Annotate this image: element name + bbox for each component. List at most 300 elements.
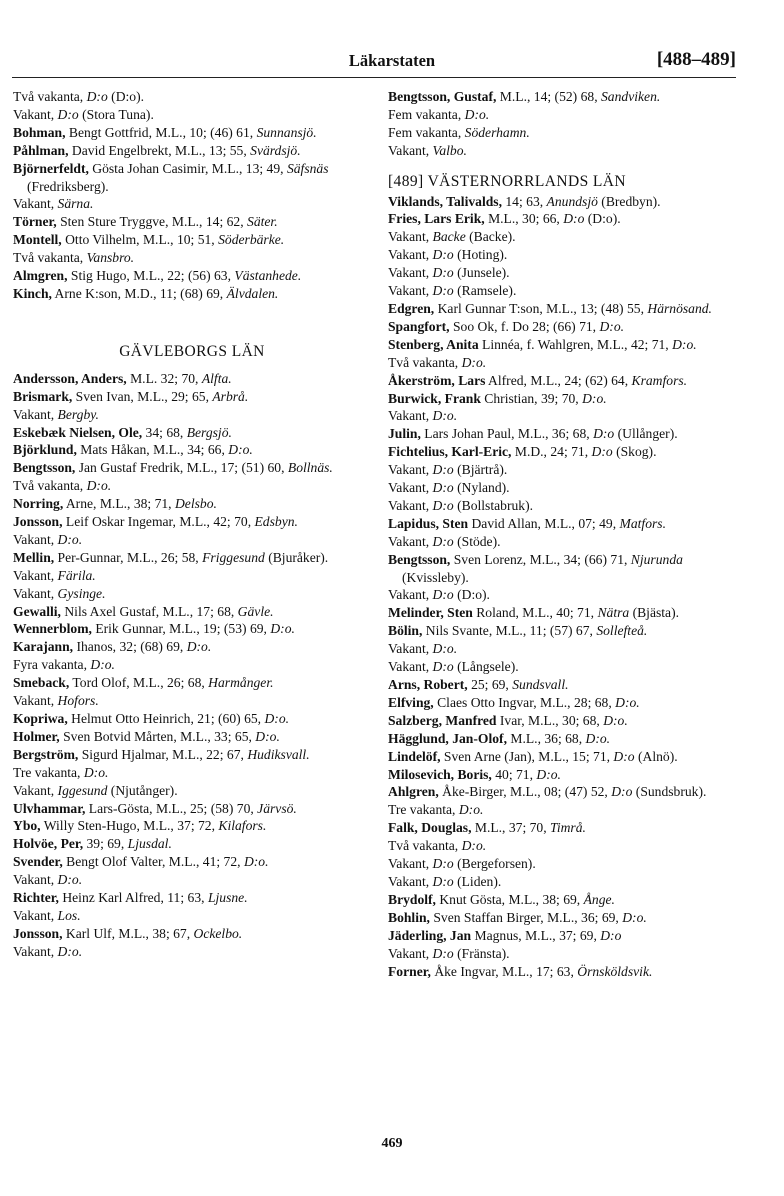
- entry-details: M.L., 36; 68,: [506, 730, 586, 746]
- directory-entry: [13, 800, 371, 818]
- entry-name: Björklund,: [13, 442, 77, 458]
- entry-details: Arne K:son, M.D., 11; (68) 69,: [51, 285, 227, 301]
- entry-suffix: (Bergeforsen).: [453, 856, 536, 872]
- entry-details: 39; 69,: [83, 836, 128, 852]
- entry-name: Julin,: [388, 426, 421, 442]
- entry-details: Bengt Olof Valter, M.L., 41; 72,: [62, 854, 244, 870]
- entry-name: Almgren,: [13, 268, 68, 284]
- entry-location: D:o.: [264, 711, 290, 726]
- entry-suffix: (D:o).: [107, 89, 145, 104]
- entry-details: Vakant,: [388, 462, 433, 478]
- directory-entry: [388, 228, 738, 246]
- entry-details: Sten Sture Tryggve, M.L., 14; 62,: [56, 214, 248, 230]
- entry-name: Lindelöf,: [388, 748, 441, 764]
- entry-details: Vakant,: [388, 533, 433, 549]
- entry-details: Vakant,: [13, 567, 58, 583]
- entry-details: Stig Hugo, M.L., 22; (56) 63,: [67, 268, 235, 284]
- directory-entry: [388, 551, 738, 587]
- entry-location: Bergsjö.: [186, 424, 232, 440]
- entry-name: Wennerblom,: [13, 621, 92, 637]
- entry-details: M.L., 30; 66,: [484, 211, 564, 227]
- entry-location: Färila.: [57, 567, 96, 583]
- entry-suffix: (Stöde).: [453, 533, 501, 549]
- entry-name: Elfving,: [388, 694, 434, 710]
- directory-entry: [388, 873, 738, 891]
- entry-details: Vakant,: [388, 408, 433, 424]
- entry-details: Vakant,: [388, 283, 433, 299]
- entry-name: Melinder, Sten: [388, 605, 473, 621]
- entry-details: Per-Gunnar, M.L., 26; 58,: [54, 549, 203, 565]
- entry-name: Norring,: [13, 496, 64, 512]
- entry-details: Vakant,: [388, 945, 433, 961]
- entry-location: D:o: [432, 856, 454, 872]
- entry-location: D:o.: [622, 909, 647, 925]
- entry-details: 25; 69,: [467, 677, 513, 692]
- directory-entry: [388, 461, 738, 479]
- directory-entry: [13, 531, 371, 549]
- entry-name: Åkerström, Lars: [388, 372, 486, 388]
- entry-location: Vansbro.: [86, 250, 135, 266]
- entry-location: D:o: [432, 587, 454, 603]
- entry-name: Holmer,: [13, 728, 60, 744]
- entry-details: Vakant,: [388, 641, 433, 657]
- directory-entry: [13, 907, 371, 925]
- entry-suffix: (Fredriksberg).: [27, 178, 109, 194]
- directory-entry: [13, 656, 371, 674]
- entry-name: Viklands, Talivalds,: [388, 193, 502, 209]
- directory-entry: [388, 142, 738, 160]
- entry-location: D:o.: [90, 657, 115, 673]
- entry-location: Gävle.: [237, 603, 274, 619]
- entry-name: Gewalli,: [13, 603, 61, 619]
- entry-suffix: (Stora Tuna).: [78, 106, 154, 122]
- directory-entry: [388, 909, 738, 927]
- entry-details: Vakant,: [388, 142, 433, 158]
- entry-location: Los.: [57, 907, 81, 923]
- entry-suffix: (Bjärtrå).: [453, 462, 508, 478]
- directory-entry: [388, 658, 738, 676]
- page-number: 469: [381, 1136, 403, 1151]
- entry-list: [13, 88, 371, 303]
- entry-details: Gösta Johan Casimir, M.L., 13; 49,: [88, 160, 287, 176]
- directory-entry: [13, 160, 371, 196]
- entry-name: Bohlin,: [388, 909, 430, 925]
- entry-details: Lars Johan Paul, M.L., 36; 68,: [420, 426, 594, 442]
- entry-location: Söderbärke.: [218, 232, 285, 248]
- entry-name: Stenberg, Anita: [388, 336, 479, 352]
- entry-details: Vakant,: [13, 196, 58, 212]
- entry-suffix: (Ullånger).: [614, 426, 678, 442]
- directory-entry: [388, 425, 738, 443]
- entry-details: Lars-Gösta, M.L., 25; (58) 70,: [85, 800, 258, 816]
- directory-entry: [13, 213, 371, 231]
- entry-name: Ahlgren,: [388, 784, 439, 800]
- entry-details: Ihanos, 32; (68) 69,: [73, 639, 187, 655]
- entry-location: D:o: [432, 659, 454, 675]
- entry-location: D:o.: [432, 408, 458, 424]
- entry-location: D:o: [613, 748, 635, 764]
- entry-name: Montell,: [13, 232, 62, 248]
- entry-location: Timrå.: [550, 820, 586, 836]
- entry-location: D:o: [86, 89, 108, 104]
- directory-entry: [13, 567, 371, 585]
- entry-location: D:o.: [83, 764, 109, 780]
- directory-entry: [13, 388, 371, 406]
- entry-details: Roland, M.L., 40; 71,: [472, 605, 598, 621]
- entry-location: D:o: [57, 106, 79, 122]
- entry-suffix: (Långsele).: [453, 659, 519, 675]
- directory-entry: [13, 871, 371, 889]
- directory-entry: [13, 603, 371, 621]
- entry-details: Vakant,: [13, 907, 58, 923]
- entry-details: Vakant,: [388, 587, 433, 603]
- entry-name: Falk, Douglas,: [388, 820, 472, 836]
- entry-name: Törner,: [13, 214, 57, 230]
- entry-name: Hägglund, Jan-Olof,: [388, 730, 507, 746]
- entry-location: D:o: [432, 283, 454, 299]
- entry-location: Sollefteå.: [596, 623, 648, 639]
- entry-suffix: (Njutånger).: [107, 782, 178, 798]
- directory-entry: [13, 853, 371, 871]
- entry-location: Örnsköldsvik.: [577, 963, 653, 979]
- directory-entry: [13, 124, 371, 142]
- entry-location: D:o.: [603, 712, 628, 728]
- directory-entry: [388, 497, 738, 515]
- entry-details: Vakant,: [388, 229, 433, 245]
- directory-entry: [388, 837, 738, 855]
- entry-name: Karajann,: [13, 639, 74, 655]
- entry-details: Vakant,: [13, 872, 58, 888]
- entry-location: Svärdsjö.: [250, 142, 301, 158]
- entry-location: Älvdalen.: [226, 285, 279, 301]
- entry-name: Eskebæk Nielsen, Ole,: [13, 424, 143, 440]
- entry-location: D:o.: [186, 639, 212, 655]
- entry-details: Vakant,: [388, 480, 433, 496]
- entry-location: Härnösand.: [647, 300, 712, 316]
- entry-name: Bengtsson,: [388, 551, 451, 567]
- directory-entry: [13, 513, 371, 531]
- entry-location: D:o.: [599, 318, 625, 334]
- entry-name: Björnerfeldt,: [13, 160, 89, 176]
- directory-entry: [388, 390, 738, 408]
- entry-list: [388, 193, 738, 981]
- entry-location: Hofors.: [57, 693, 99, 709]
- entry-details: Fem vakanta,: [388, 124, 465, 140]
- entry-name: Fichtelius, Karl-Eric,: [388, 444, 512, 460]
- entry-details: Tre vakanta,: [388, 802, 459, 818]
- entry-details: Vakant,: [388, 659, 433, 675]
- entry-name: Salzberg, Manfred: [388, 712, 497, 728]
- entry-location: Ånge.: [583, 891, 615, 907]
- entry-details: David Allan, M.L., 07; 49,: [468, 515, 620, 531]
- directory-entry: [13, 943, 371, 961]
- directory-entry: [388, 106, 738, 124]
- entry-suffix: (Liden).: [453, 873, 502, 889]
- directory-entry: [388, 766, 738, 784]
- entry-location: Särna.: [57, 196, 94, 212]
- entry-details: Christian, 39; 70,: [480, 390, 583, 406]
- entry-details: Sven Ivan, M.L., 29; 65,: [72, 388, 213, 404]
- entry-location: Arbrå.: [212, 388, 249, 404]
- entry-details: Vakant,: [13, 531, 58, 547]
- header-divider: [12, 77, 736, 78]
- entry-details: Vakant,: [13, 782, 58, 798]
- directory-entry: [13, 674, 371, 692]
- entry-location: Friggesund: [202, 549, 265, 565]
- directory-entry: [388, 318, 738, 336]
- entry-details: Willy Sten-Hugo, M.L., 37; 72,: [40, 818, 219, 834]
- directory-entry: [388, 622, 738, 640]
- entry-name: Brismark,: [13, 388, 73, 404]
- directory-entry: [388, 264, 738, 282]
- entry-location: Sundsvall.: [512, 677, 569, 692]
- entry-details: Vakant,: [388, 873, 433, 889]
- directory-entry: [388, 336, 738, 354]
- entry-location: D:o: [432, 480, 454, 496]
- entry-details: Ivar, M.L., 30; 68,: [496, 712, 604, 728]
- entry-suffix: (Junsele).: [453, 265, 510, 281]
- section-heading-vasternorrland: [489] VÄSTERNORRLANDS LÄN: [388, 172, 626, 190]
- entry-location: D:o.: [243, 854, 269, 870]
- directory-entry: [388, 748, 738, 766]
- entry-location: Njurunda: [630, 551, 683, 567]
- entry-location: D:o.: [57, 872, 83, 888]
- entry-details: Bengt Gottfrid, M.L., 10; (46) 61,: [65, 124, 257, 140]
- entry-location: D:o: [591, 444, 613, 460]
- entry-details: Otto Vilhelm, M.L., 10; 51,: [61, 232, 219, 248]
- directory-entry: [13, 889, 371, 907]
- entry-details: M.D., 24; 71,: [511, 444, 592, 460]
- directory-entry: [13, 195, 371, 213]
- entry-suffix: (Nyland).: [453, 480, 510, 496]
- entry-details: Åke Ingvar, M.L., 17; 63,: [430, 963, 578, 979]
- entry-details: Sven Botvid Mårten, M.L., 33; 65,: [59, 728, 256, 744]
- entry-location: D:o.: [432, 641, 458, 657]
- directory-entry: [13, 88, 371, 106]
- entry-location: Sandviken.: [601, 89, 661, 104]
- directory-entry: [388, 479, 738, 497]
- entry-location: Kramfors.: [631, 372, 688, 388]
- entry-name: Brydolf,: [388, 891, 436, 907]
- entry-details: Sigurd Hjalmar, M.L., 22; 67,: [78, 746, 248, 762]
- entry-details: Två vakanta,: [13, 478, 87, 494]
- entry-details: Knut Gösta, M.L., 38; 69,: [435, 891, 584, 907]
- entry-suffix: (Backe).: [465, 229, 516, 245]
- entry-name: Bergström,: [13, 746, 79, 762]
- directory-entry: [13, 620, 371, 638]
- directory-entry: [388, 640, 738, 658]
- directory-entry: [388, 604, 738, 622]
- entry-details: Två vakanta,: [388, 354, 462, 370]
- entry-location: D:o.: [228, 442, 253, 458]
- section-heading-gavleborg: GÄVLEBORGS LÄN: [119, 342, 265, 360]
- entry-name: Jonsson,: [13, 514, 63, 530]
- entry-location: D:o.: [615, 694, 640, 710]
- directory-entry: [13, 267, 371, 285]
- entry-name: Spangfort,: [388, 318, 450, 334]
- directory-entry: [388, 407, 738, 425]
- left-column: [13, 88, 371, 961]
- entry-details: Magnus, M.L., 37; 69,: [471, 927, 601, 943]
- entry-details: Två vakanta,: [388, 838, 462, 854]
- entry-location: D:o.: [536, 766, 561, 782]
- entry-name: Bohman,: [13, 124, 66, 140]
- entry-details: Tre vakanta,: [13, 764, 84, 780]
- entry-details: Åke-Birger, M.L., 08; (47) 52,: [438, 784, 612, 800]
- entry-name: Kopriwa,: [13, 711, 68, 726]
- entry-location: D:o.: [57, 943, 83, 959]
- directory-entry: [13, 370, 371, 388]
- entry-details: Två vakanta,: [13, 250, 87, 266]
- directory-entry: [388, 855, 738, 873]
- directory-entry: [388, 801, 738, 819]
- entry-location: D:o.: [585, 730, 611, 746]
- entry-location: D:o: [563, 211, 585, 227]
- entry-name: Kinch,: [13, 285, 52, 301]
- entry-name: Lapidus, Sten: [388, 515, 469, 531]
- entry-details: M.L., 14; (52) 68,: [496, 89, 601, 104]
- directory-entry: [388, 300, 738, 318]
- entry-details: M.L. 32; 70,: [126, 370, 202, 386]
- entry-location: Söderhamn.: [464, 124, 530, 140]
- directory-entry: [388, 282, 738, 300]
- directory-entry: [13, 764, 371, 782]
- entry-details: Vakant,: [388, 856, 433, 872]
- entry-location: Anundsjö: [546, 193, 598, 209]
- right-column: [388, 88, 738, 980]
- entry-details: Vakant,: [13, 106, 58, 122]
- entry-details: Två vakanta,: [13, 89, 87, 104]
- entry-details: Sven Arne (Jan), M.L., 15; 71,: [440, 748, 614, 764]
- entry-details: 34; 68,: [142, 424, 187, 440]
- entry-name: Jäderling, Jan: [388, 927, 472, 943]
- entry-list: [388, 88, 738, 160]
- entry-location: D:o.: [461, 354, 487, 370]
- entry-name: Smeback,: [13, 675, 70, 691]
- directory-entry: [13, 495, 371, 513]
- entry-location: D:o: [611, 784, 633, 800]
- entry-location: Valbo.: [432, 142, 467, 158]
- entry-list: [13, 370, 371, 961]
- entry-name: Svender,: [13, 854, 63, 870]
- entry-location: Bollnäs.: [287, 460, 333, 476]
- entry-location: Backe: [432, 229, 466, 245]
- entry-details: M.L., 37; 70,: [471, 820, 551, 836]
- entry-details: Leif Oskar Ingemar, M.L., 42; 70,: [62, 514, 255, 530]
- entry-details: Fyra vakanta,: [13, 657, 91, 673]
- directory-entry: [13, 817, 371, 835]
- directory-entry: [388, 193, 738, 211]
- directory-entry: [13, 249, 371, 267]
- entry-name: Richter,: [13, 890, 59, 906]
- entry-details: Nils Svante, M.L., 11; (57) 67,: [422, 623, 597, 639]
- entry-details: Arne, M.L., 38; 71,: [63, 496, 175, 512]
- entry-location: Kilafors.: [218, 818, 267, 834]
- entry-location: Järvsö.: [257, 800, 297, 816]
- entry-name: Arns, Robert,: [388, 677, 468, 692]
- entry-details: Jan Gustaf Fredrik, M.L., 17; (51) 60,: [75, 460, 288, 476]
- entry-suffix: (Skog).: [612, 444, 657, 460]
- directory-entry: [13, 585, 371, 603]
- entry-name: Burwick, Frank: [388, 390, 481, 406]
- directory-entry: [388, 783, 738, 801]
- entry-name: Bengtsson, Gustaf,: [388, 89, 497, 104]
- entry-location: D:o: [432, 247, 454, 263]
- entry-details: Fem vakanta,: [388, 106, 465, 122]
- entry-location: Ockelbo.: [193, 925, 243, 941]
- entry-location: D:o.: [57, 531, 83, 547]
- directory-entry: [13, 638, 371, 656]
- entry-name: Edgren,: [388, 300, 435, 316]
- directory-entry: [388, 246, 738, 264]
- entry-location: D:o.: [582, 390, 607, 406]
- directory-entry: [13, 692, 371, 710]
- entry-location: D:o: [432, 265, 454, 281]
- entry-name: Påhlman,: [13, 142, 69, 158]
- entry-details: Sven Staffan Birger, M.L., 36; 69,: [429, 909, 623, 925]
- entry-location: Sunnansjö.: [256, 124, 317, 140]
- page-header-range: [488–489]: [656, 49, 736, 70]
- directory-entry: [388, 533, 738, 551]
- entry-name: Milosevich, Boris,: [388, 766, 492, 782]
- entry-name: Bölin,: [388, 623, 423, 639]
- directory-entry: [388, 963, 738, 981]
- page-header-title: Läkarstaten: [348, 51, 436, 70]
- directory-entry: [388, 210, 738, 228]
- directory-entry: [388, 124, 738, 142]
- entry-location: D:o.: [458, 802, 484, 818]
- entry-details: Tord Olof, M.L., 26; 68,: [69, 675, 209, 691]
- directory-entry: [388, 515, 738, 533]
- entry-name: Mellin,: [13, 549, 55, 565]
- entry-location: D:o: [432, 462, 454, 478]
- directory-entry: [388, 586, 738, 604]
- entry-details: 40; 71,: [491, 766, 537, 782]
- directory-entry: [388, 927, 738, 945]
- directory-entry: [13, 106, 371, 124]
- entry-location: Matfors.: [619, 515, 666, 531]
- entry-location: D:o.: [461, 838, 487, 854]
- directory-entry: [388, 88, 738, 106]
- directory-entry: [13, 142, 371, 160]
- entry-details: Nils Axel Gustaf, M.L., 17; 68,: [60, 603, 238, 619]
- entry-location: D:o.: [86, 478, 112, 494]
- entry-suffix: (Alnö).: [634, 748, 678, 764]
- directory-entry: [13, 459, 371, 477]
- directory-entry: [13, 746, 371, 764]
- entry-suffix: (Sundsbruk).: [632, 784, 707, 800]
- entry-details: Alfred, M.L., 24; (62) 64,: [485, 372, 632, 388]
- directory-entry: [13, 728, 371, 746]
- entry-name: Forner,: [388, 963, 431, 979]
- entry-details: Vakant,: [13, 943, 58, 959]
- directory-entry: [13, 424, 371, 442]
- entry-location: D:o: [432, 873, 454, 889]
- directory-entry: [13, 441, 371, 459]
- directory-entry: [13, 549, 371, 567]
- entry-location: Gysinge.: [57, 585, 106, 601]
- directory-entry: [388, 712, 738, 730]
- directory-entry: [13, 835, 371, 853]
- directory-entry: [388, 891, 738, 909]
- entry-name: Fries, Lars Erik,: [388, 211, 485, 227]
- entry-details: Vakant,: [13, 406, 58, 422]
- entry-location: D:o: [600, 927, 622, 943]
- entry-location: Bergby.: [57, 406, 99, 422]
- entry-location: Säter.: [247, 214, 278, 230]
- directory-entry: [13, 782, 371, 800]
- directory-entry: [13, 710, 371, 728]
